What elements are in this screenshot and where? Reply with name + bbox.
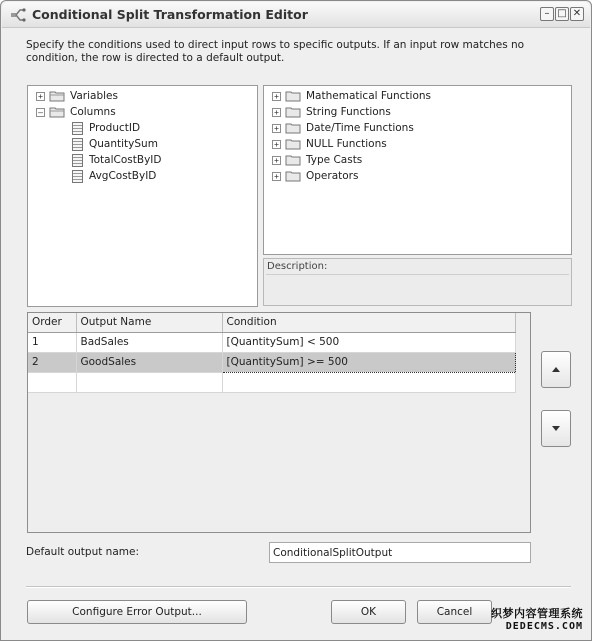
tree-column-item[interactable]	[72, 120, 140, 136]
description-label: Description:	[266, 261, 569, 275]
header-order[interactable]: Order	[28, 313, 76, 332]
tree-label-variables: Variables	[70, 90, 118, 102]
grid-header-row	[28, 313, 516, 332]
folder-icon	[285, 154, 301, 166]
table-row-selected[interactable]	[28, 352, 516, 372]
expand-icon[interactable]: +	[36, 92, 45, 101]
function-category-label: NULL Functions	[306, 138, 387, 150]
folder-icon	[285, 170, 301, 182]
input-tree-panel[interactable]	[27, 85, 258, 307]
cell-condition[interactable]	[222, 372, 516, 392]
folder-icon	[285, 138, 301, 150]
function-category-label: String Functions	[306, 106, 391, 118]
collapse-icon[interactable]: –	[36, 108, 45, 117]
tree-column-item[interactable]	[72, 168, 156, 184]
table-row[interactable]	[28, 332, 516, 352]
tree-node-function-category[interactable]	[272, 104, 391, 120]
tree-column-item[interactable]	[72, 136, 158, 152]
tree-node-function-category[interactable]	[272, 88, 431, 104]
move-up-button[interactable]	[541, 351, 571, 388]
tree-node-variables[interactable]	[36, 88, 118, 104]
window-title: Conditional Split Transformation Editor	[32, 7, 308, 22]
watermark-line2: DEDECMS.COM	[505, 621, 583, 632]
minimize-button[interactable]: –	[540, 7, 554, 21]
description-box	[263, 258, 572, 306]
header-output-name[interactable]: Output Name	[76, 313, 222, 332]
tree-column-item[interactable]	[72, 152, 161, 168]
cell-order[interactable]: 1	[28, 332, 76, 352]
cell-output-name[interactable]: BadSales	[76, 332, 222, 352]
tree-node-function-category[interactable]	[272, 168, 358, 184]
default-output-input[interactable]	[269, 542, 531, 563]
arrow-down-icon	[552, 426, 560, 431]
default-output-label: Default output name:	[26, 546, 139, 558]
ok-button[interactable]: OK	[331, 600, 406, 624]
header-condition[interactable]: Condition	[222, 313, 516, 332]
expand-icon[interactable]: +	[272, 156, 281, 165]
close-button[interactable]: ✕	[570, 7, 584, 21]
cell-order[interactable]	[28, 372, 76, 392]
title-bar[interactable]	[2, 2, 590, 28]
function-category-label: Date/Time Functions	[306, 122, 414, 134]
function-tree-panel[interactable]	[263, 85, 572, 255]
maximize-button[interactable]: □	[555, 7, 569, 21]
expand-icon[interactable]: +	[272, 92, 281, 101]
window-controls	[540, 7, 584, 21]
cell-output-name[interactable]	[76, 372, 222, 392]
cell-order[interactable]: 2	[28, 352, 76, 372]
arrow-up-icon	[552, 367, 560, 372]
folder-icon	[49, 90, 65, 102]
column-icon	[72, 170, 83, 183]
expand-icon[interactable]: +	[272, 108, 281, 117]
expand-icon[interactable]: +	[272, 140, 281, 149]
column-label: QuantitySum	[89, 138, 158, 150]
move-down-button[interactable]	[541, 410, 571, 447]
tree-node-function-category[interactable]	[272, 120, 414, 136]
cancel-button[interactable]: Cancel	[417, 600, 492, 624]
expand-icon[interactable]: +	[272, 124, 281, 133]
table-row-new[interactable]	[28, 372, 516, 392]
cell-output-name[interactable]: GoodSales	[76, 352, 222, 372]
folder-icon	[285, 122, 301, 134]
conditions-grid[interactable]	[27, 312, 531, 533]
instructions-text: Specify the conditions used to direct input rows to specific outputs. If an input row matches no condition, the row is directed to a default output.	[26, 39, 525, 64]
split-transform-icon	[10, 7, 26, 23]
column-label: TotalCostByID	[89, 154, 162, 166]
conditions-table	[28, 313, 516, 393]
folder-icon	[285, 90, 301, 102]
column-label: AvgCostByID	[89, 170, 157, 182]
tree-node-function-category[interactable]	[272, 152, 362, 168]
expand-icon[interactable]: +	[272, 172, 281, 181]
column-icon	[72, 138, 83, 151]
cell-condition[interactable]: [QuantitySum] >= 500	[222, 352, 516, 372]
column-icon	[72, 154, 83, 167]
function-category-label: Operators	[306, 170, 359, 182]
configure-error-output-button[interactable]: Configure Error Output...	[27, 600, 247, 624]
function-category-label: Type Casts	[306, 154, 363, 166]
tree-node-function-category[interactable]	[272, 136, 387, 152]
folder-icon	[49, 106, 65, 118]
watermark	[491, 607, 583, 633]
folder-icon	[285, 106, 301, 118]
cell-condition[interactable]: [QuantitySum] < 500	[222, 332, 516, 352]
function-category-label: Mathematical Functions	[306, 90, 432, 102]
column-label: ProductID	[89, 122, 141, 134]
watermark-line1: 织梦内容管理系统	[491, 607, 583, 620]
tree-node-columns[interactable]	[36, 104, 116, 120]
separator	[26, 586, 571, 588]
tree-label-columns: Columns	[70, 106, 116, 118]
column-icon	[72, 122, 83, 135]
